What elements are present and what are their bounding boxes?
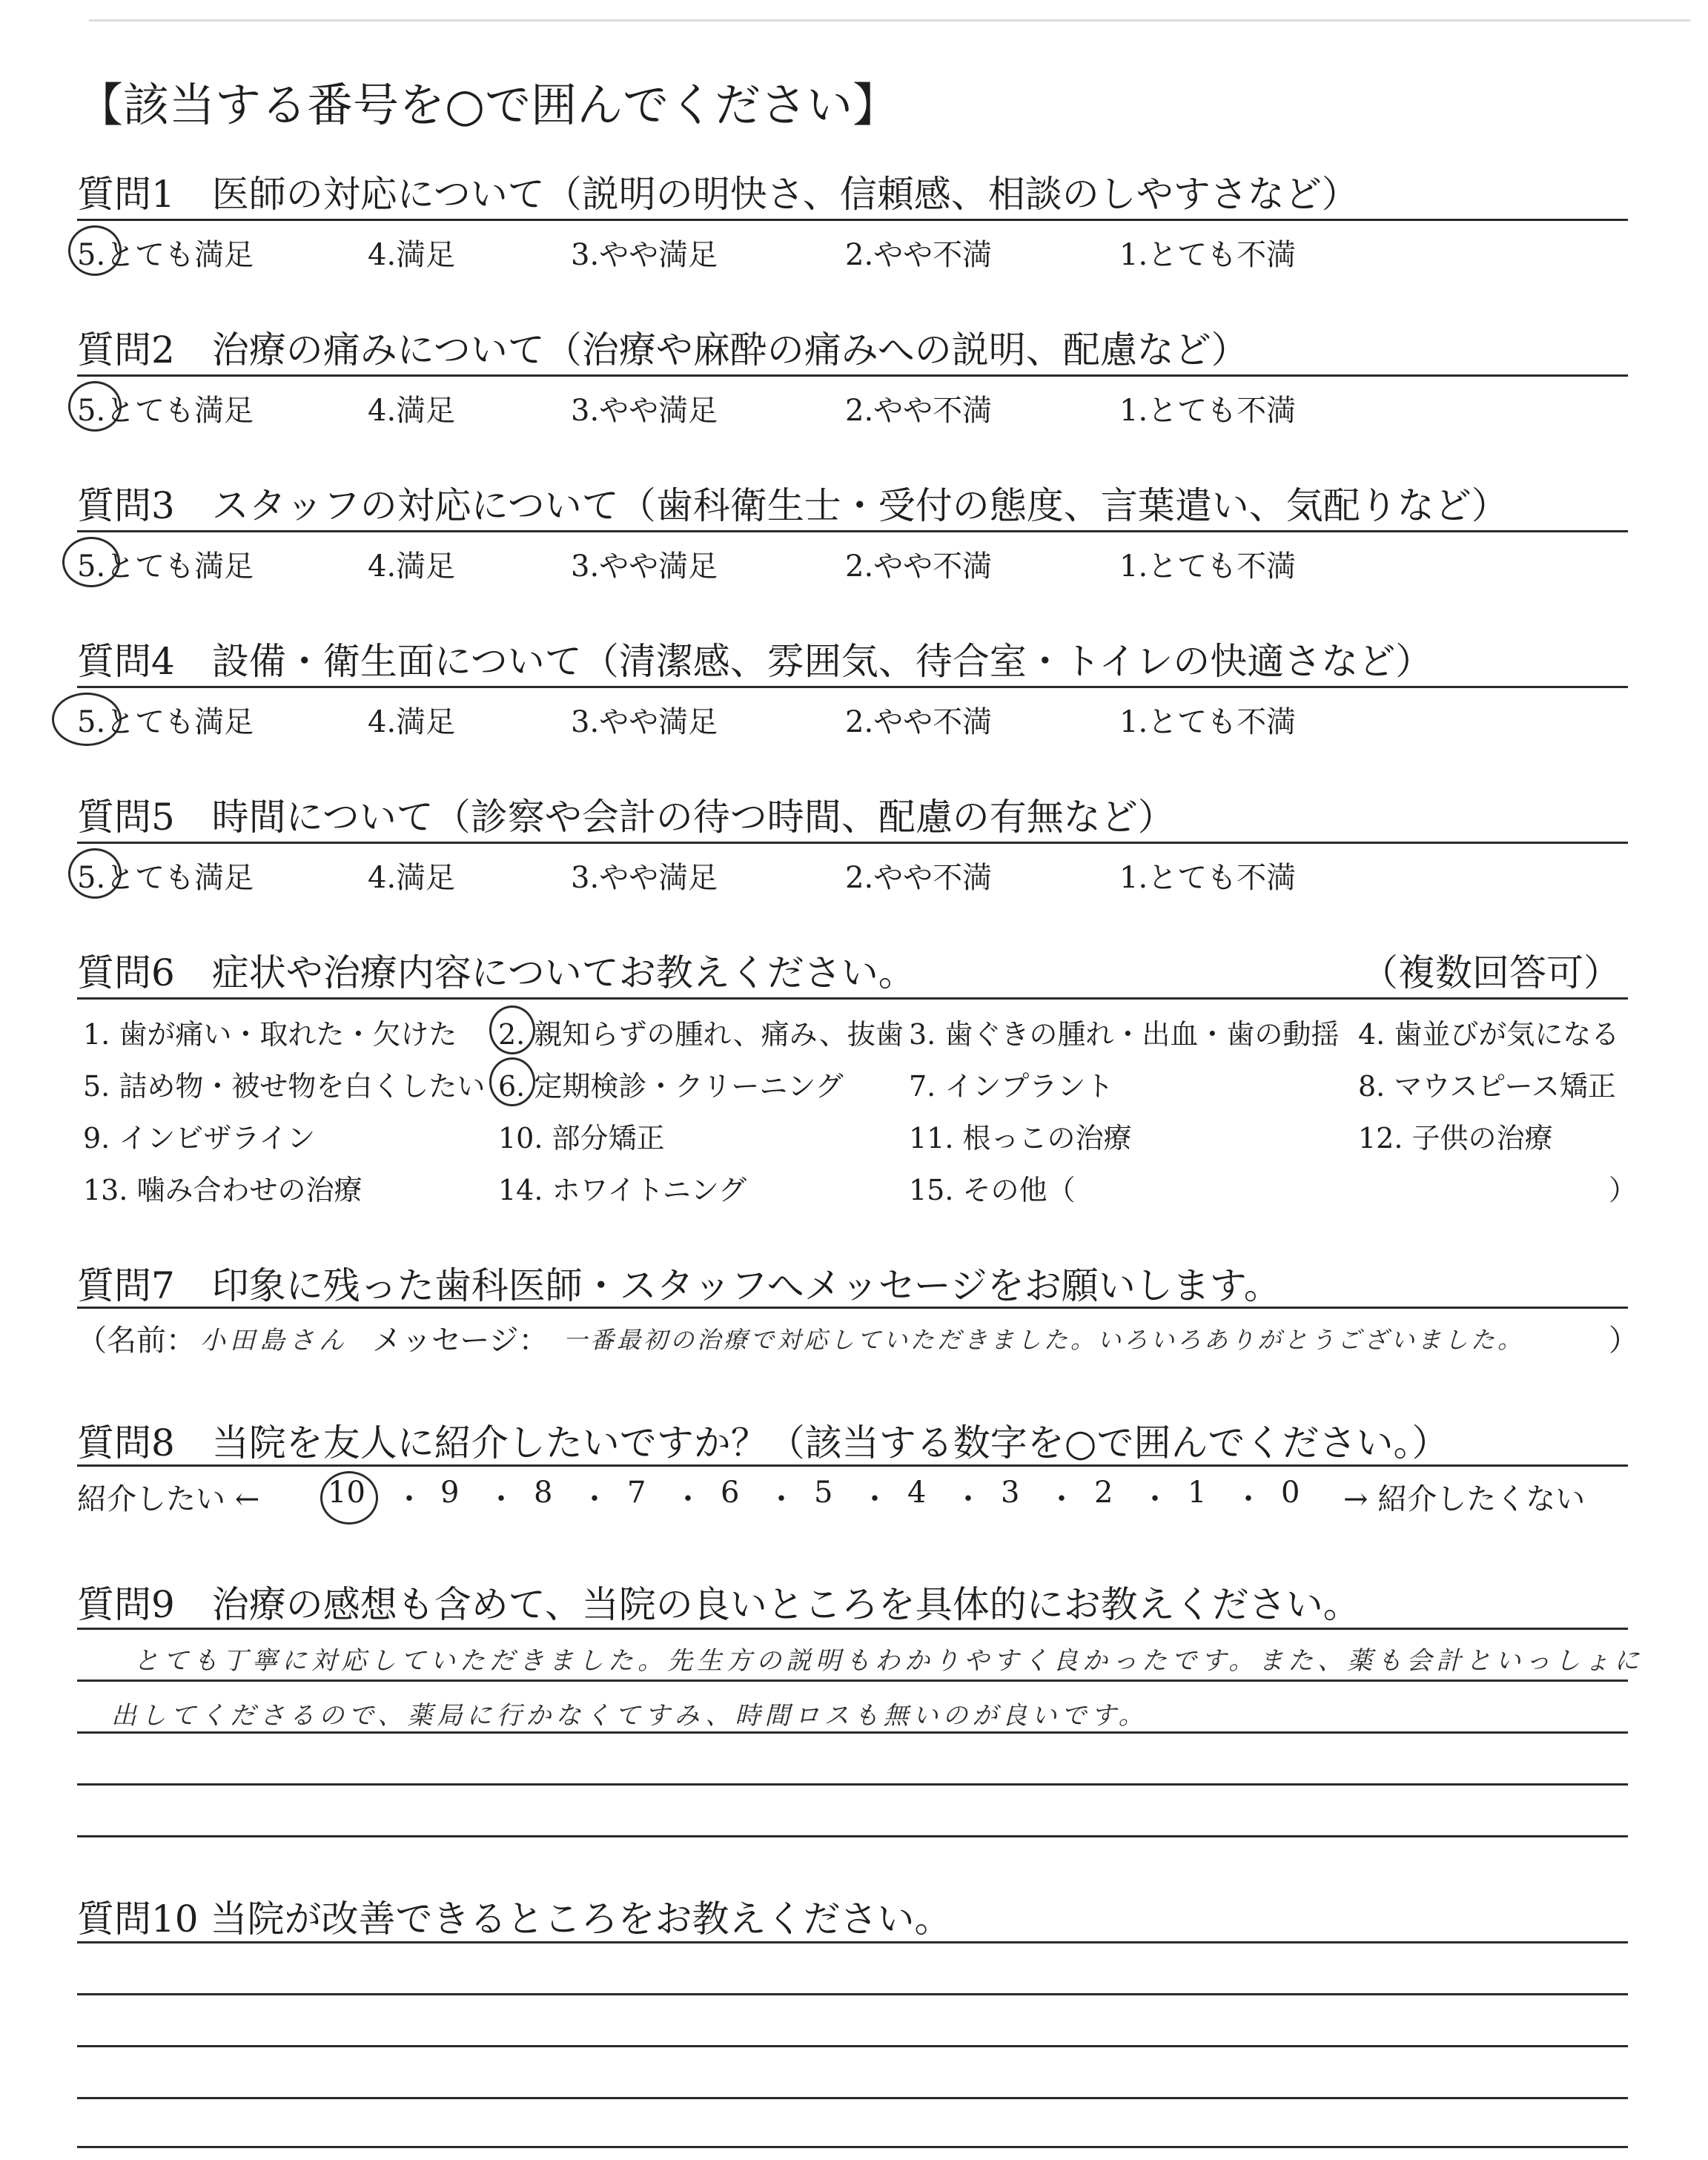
question-10-title: 質問10 当院が改善できるところをお教えください。 xyxy=(77,1898,952,1941)
q8-separator: ・ xyxy=(394,1482,424,1516)
question-5-title: 質問5 時間について（診察や会計の待つ時間、配慮の有無など） xyxy=(77,796,1175,839)
q8-separator: ・ xyxy=(1047,1482,1076,1516)
q8-scale-8[interactable]: 8 xyxy=(534,1476,553,1510)
q6-option-4[interactable]: 4. 歯並びが気になる xyxy=(1358,1018,1620,1051)
q10-line-5 xyxy=(77,2146,1628,2148)
question-1-rule xyxy=(77,219,1628,221)
q3-option-4[interactable]: 4.満足 xyxy=(368,549,456,584)
q1-option-1[interactable]: 1.とても不満 xyxy=(1119,238,1297,272)
q4-option-1[interactable]: 1.とても不満 xyxy=(1119,705,1297,739)
q8-separator: ・ xyxy=(1234,1482,1263,1516)
q8-separator: ・ xyxy=(860,1482,890,1516)
q6-option-13[interactable]: 13. 噛み合わせの治療 xyxy=(83,1174,363,1206)
q1-option-3[interactable]: 3.やや満足 xyxy=(571,238,718,272)
q6-option-12[interactable]: 12. 子供の治療 xyxy=(1358,1122,1553,1155)
q3-option-3[interactable]: 3.やや満足 xyxy=(571,549,718,584)
q9-line-1 xyxy=(77,1628,1628,1630)
q8-separator: ・ xyxy=(953,1482,983,1516)
q6-option-15-close: ） xyxy=(1609,1174,1638,1206)
question-8-rule xyxy=(77,1464,1628,1467)
q5-option-5[interactable]: 5.とても満足 xyxy=(77,861,254,895)
scan-top-edge xyxy=(89,19,1690,22)
q4-option-2[interactable]: 2.やや不満 xyxy=(845,705,993,739)
q6-option-14[interactable]: 14. ホワイトニング xyxy=(498,1174,747,1206)
q9-answer-line-1[interactable]: とても丁寧に対応していただきました。先生方の説明もわかりやすく良かったです。また、薬も会計といっしょに xyxy=(133,1646,1644,1676)
question-4-title: 質問4 設備・衛生面について（清潔感、雰囲気、待合室・トイレの快適さなど） xyxy=(77,640,1433,683)
q8-separator: ・ xyxy=(767,1482,796,1516)
q1-option-4[interactable]: 4.満足 xyxy=(368,238,456,272)
q2-option-1[interactable]: 1.とても不満 xyxy=(1119,394,1297,428)
question-6-note: （複数回答可） xyxy=(1361,951,1621,994)
q9-answer-line-2[interactable]: 出してくださるので、薬局に行かなくてすみ、時間ロスも無いのが良いです。 xyxy=(111,1701,1148,1731)
question-1-title: 質問1 医師の対応について（説明の明快さ、信頼感、相談のしやすさなど） xyxy=(77,173,1359,216)
q6-option-10[interactable]: 10. 部分矯正 xyxy=(498,1122,665,1155)
question-6-rule xyxy=(77,997,1628,1000)
q3-option-5[interactable]: 5.とても満足 xyxy=(77,549,254,584)
q8-scale-5[interactable]: 5 xyxy=(814,1476,833,1510)
q7-close-paren: ） xyxy=(1609,1324,1638,1358)
question-2-title: 質問2 治療の痛みについて（治療や麻酔の痛みへの説明、配慮など） xyxy=(77,328,1248,371)
question-9-title: 質問9 治療の感想も含めて、当院の良いところを具体的にお教えください。 xyxy=(77,1583,1360,1626)
q8-left-label: 紹介したい ← xyxy=(77,1482,260,1516)
q5-option-2[interactable]: 2.やや不満 xyxy=(845,861,993,895)
question-8-title: 質問8 当院を友人に紹介したいですか？（該当する数字を○で囲んでください。） xyxy=(77,1421,1449,1464)
q4-option-3[interactable]: 3.やや満足 xyxy=(571,705,718,739)
q9-line-5 xyxy=(77,1835,1628,1837)
q8-scale-10[interactable]: 10 xyxy=(328,1476,365,1510)
q4-option-5[interactable]: 5.とても満足 xyxy=(77,705,254,739)
q4-option-4[interactable]: 4.満足 xyxy=(368,705,456,739)
q8-right-label: → 紹介したくない xyxy=(1343,1482,1586,1516)
question-3-title: 質問3 スタッフの対応について（歯科衛生士・受付の態度、言葉遣い、気配りなど） xyxy=(77,484,1509,527)
question-7-rule xyxy=(77,1307,1628,1309)
q8-scale-3[interactable]: 3 xyxy=(1001,1476,1020,1510)
q9-line-3 xyxy=(77,1731,1628,1734)
q8-scale-0[interactable]: 0 xyxy=(1281,1476,1300,1510)
question-4-rule xyxy=(77,686,1628,688)
q8-separator: ・ xyxy=(486,1482,516,1516)
q10-line-3 xyxy=(77,2045,1628,2047)
q10-line-4 xyxy=(77,2097,1628,2099)
q6-option-11[interactable]: 11. 根っこの治療 xyxy=(909,1122,1132,1155)
q6-option-8[interactable]: 8. マウスピース矯正 xyxy=(1358,1070,1616,1103)
question-2-rule xyxy=(77,374,1628,377)
q7-name-value[interactable]: 小田島さん xyxy=(200,1326,348,1355)
q6-option-3[interactable]: 3. 歯ぐきの腫れ・出血・歯の動揺 xyxy=(909,1018,1340,1051)
question-5-rule xyxy=(77,842,1628,844)
q8-separator: ・ xyxy=(1140,1482,1170,1516)
q1-option-2[interactable]: 2.やや不満 xyxy=(845,238,993,272)
q8-scale-1[interactable]: 1 xyxy=(1188,1476,1207,1510)
q5-option-1[interactable]: 1.とても不満 xyxy=(1119,861,1297,895)
q2-option-2[interactable]: 2.やや不満 xyxy=(845,394,993,428)
q1-option-5[interactable]: 5.とても満足 xyxy=(77,238,254,272)
question-7-title: 質問7 印象に残った歯科医師・スタッフへメッセージをお願いします。 xyxy=(77,1264,1281,1307)
q6-option-7[interactable]: 7. インプラント xyxy=(909,1070,1114,1103)
question-3-rule xyxy=(77,530,1628,532)
q9-line-4 xyxy=(77,1783,1628,1786)
q6-option-2[interactable]: 2. 親知らずの腫れ、痛み、抜歯 xyxy=(498,1018,904,1051)
q8-scale-2[interactable]: 2 xyxy=(1094,1476,1113,1510)
q5-option-4[interactable]: 4.満足 xyxy=(368,861,456,895)
q8-separator: ・ xyxy=(580,1482,609,1516)
q8-scale-4[interactable]: 4 xyxy=(907,1476,927,1510)
q5-option-3[interactable]: 3.やや満足 xyxy=(571,861,718,895)
form-header: 【該当する番号を○で囲んでください】 xyxy=(77,78,899,132)
q6-option-1[interactable]: 1. 歯が痛い・取れた・欠けた xyxy=(83,1018,457,1051)
q3-option-1[interactable]: 1.とても不満 xyxy=(1119,549,1297,584)
q6-option-6[interactable]: 6. 定期検診・クリーニング xyxy=(498,1070,844,1103)
q2-option-4[interactable]: 4.満足 xyxy=(368,394,456,428)
q7-message-value[interactable]: 一番最初の治療で対応していただきました。いろいろありがとうございました。 xyxy=(563,1326,1525,1354)
q9-line-2 xyxy=(77,1680,1628,1682)
q8-separator: ・ xyxy=(673,1482,703,1516)
q7-message-label: メッセージ： xyxy=(372,1324,549,1358)
question-6-title: 質問6 症状や治療内容についてお教えください。 xyxy=(77,951,916,994)
q10-line-1 xyxy=(77,1941,1628,1943)
q2-option-5[interactable]: 5.とても満足 xyxy=(77,394,254,428)
q8-scale-6[interactable]: 6 xyxy=(721,1476,740,1510)
q7-name-label: （名前： xyxy=(77,1324,196,1358)
q6-option-5[interactable]: 5. 詰め物・被せ物を白くしたい xyxy=(83,1070,486,1103)
q8-scale-7[interactable]: 7 xyxy=(627,1476,646,1510)
q6-option-9[interactable]: 9. インビザライン xyxy=(83,1122,316,1155)
q8-scale-9[interactable]: 9 xyxy=(440,1476,460,1510)
q10-line-2 xyxy=(77,1993,1628,1995)
q2-option-3[interactable]: 3.やや満足 xyxy=(571,394,718,428)
q3-option-2[interactable]: 2.やや不満 xyxy=(845,549,993,584)
q6-option-15[interactable]: 15. その他（ xyxy=(909,1174,1076,1206)
